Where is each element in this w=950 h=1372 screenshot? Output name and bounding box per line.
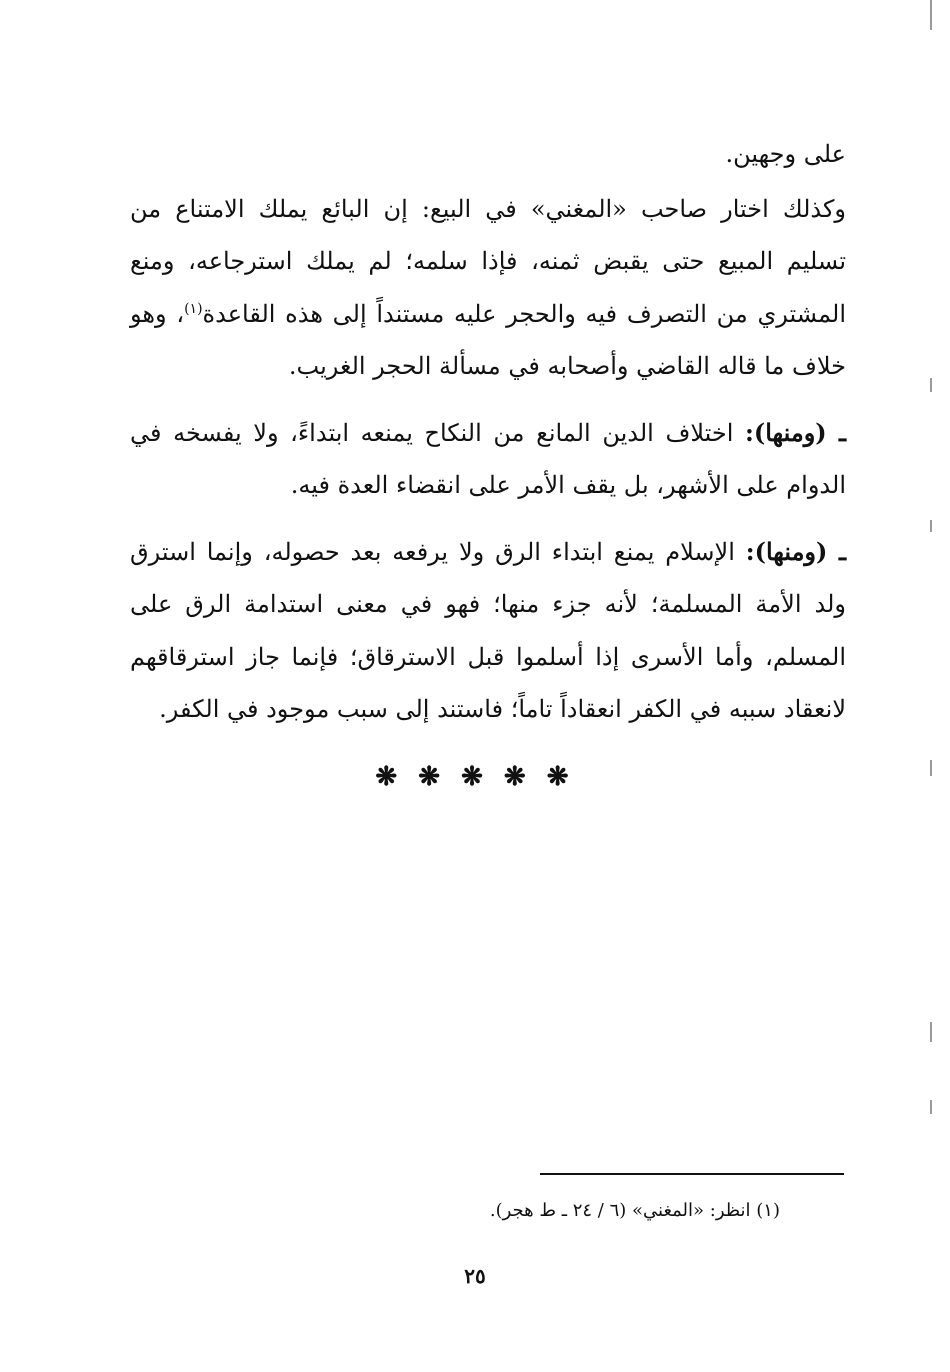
scan-edge-mark <box>930 1022 932 1042</box>
main-text <box>130 128 846 736</box>
scan-edge-mark <box>930 1100 932 1114</box>
section-separator: ❋ ❋ ❋ ❋ ❋ <box>375 762 575 792</box>
footnote-rule <box>540 1173 844 1175</box>
scan-edge-mark <box>930 520 932 532</box>
paragraph-3-label: ـ (ومنها): <box>745 417 846 447</box>
paragraph-1 <box>130 128 846 181</box>
paragraph-2 <box>130 183 846 393</box>
footnote-marker[interactable]: (١) <box>184 300 203 317</box>
paragraph-4 <box>130 526 846 736</box>
paragraph-3 <box>130 407 846 512</box>
page-number: ٢٥ <box>464 1264 486 1288</box>
footnote: (١) انظر: «المغني» (٦ / ٢٤ ـ ط هجر). <box>489 1200 780 1221</box>
paragraph-2-tail: ، وهو خلاف ما قاله القاضي وأصحابه في مسألة الحجر الغريب. <box>130 299 846 380</box>
scan-edge-mark <box>930 0 932 30</box>
paragraph-1-text: على وجهين. <box>725 140 846 168</box>
paragraph-4-label: ـ (ومنها): <box>745 536 846 566</box>
scan-edge-mark <box>930 378 932 392</box>
paragraph-2-text: وكذلك اختار صاحب «المغني» في البيع: إن البائع يملك الامتناع من تسليم المبيع حتى يقبض ثمنه، فإذا سلمه؛ لم يملك استرجاعه، ومنع المشتري من التصرف فيه والحجر عليه مستنداً إلى هذه القاعدة <box>130 194 846 328</box>
paragraph-3-text: اختلاف الدين المانع من النكاح يمنعه ابتداءً، ولا يفسخه في الدوام على الأشهر، بل يقف الأمر على انقضاء العدة فيه. <box>130 418 846 499</box>
paragraph-4-text: الإسلام يمنع ابتداء الرق ولا يرفعه بعد حصوله، وإنما استرق ولد الأمة المسلمة؛ لأنه جزء منها؛ فهو في معنى استدامة الرق على المسلم، وأما الأسرى إذا أسلموا قبل الاسترقاق؛ فإنما جاز استرقاقهم لانعقاد سببه في الكفر انعقاداً تاماً؛ فاستند إلى سبب موجود في الكفر. <box>130 537 846 723</box>
